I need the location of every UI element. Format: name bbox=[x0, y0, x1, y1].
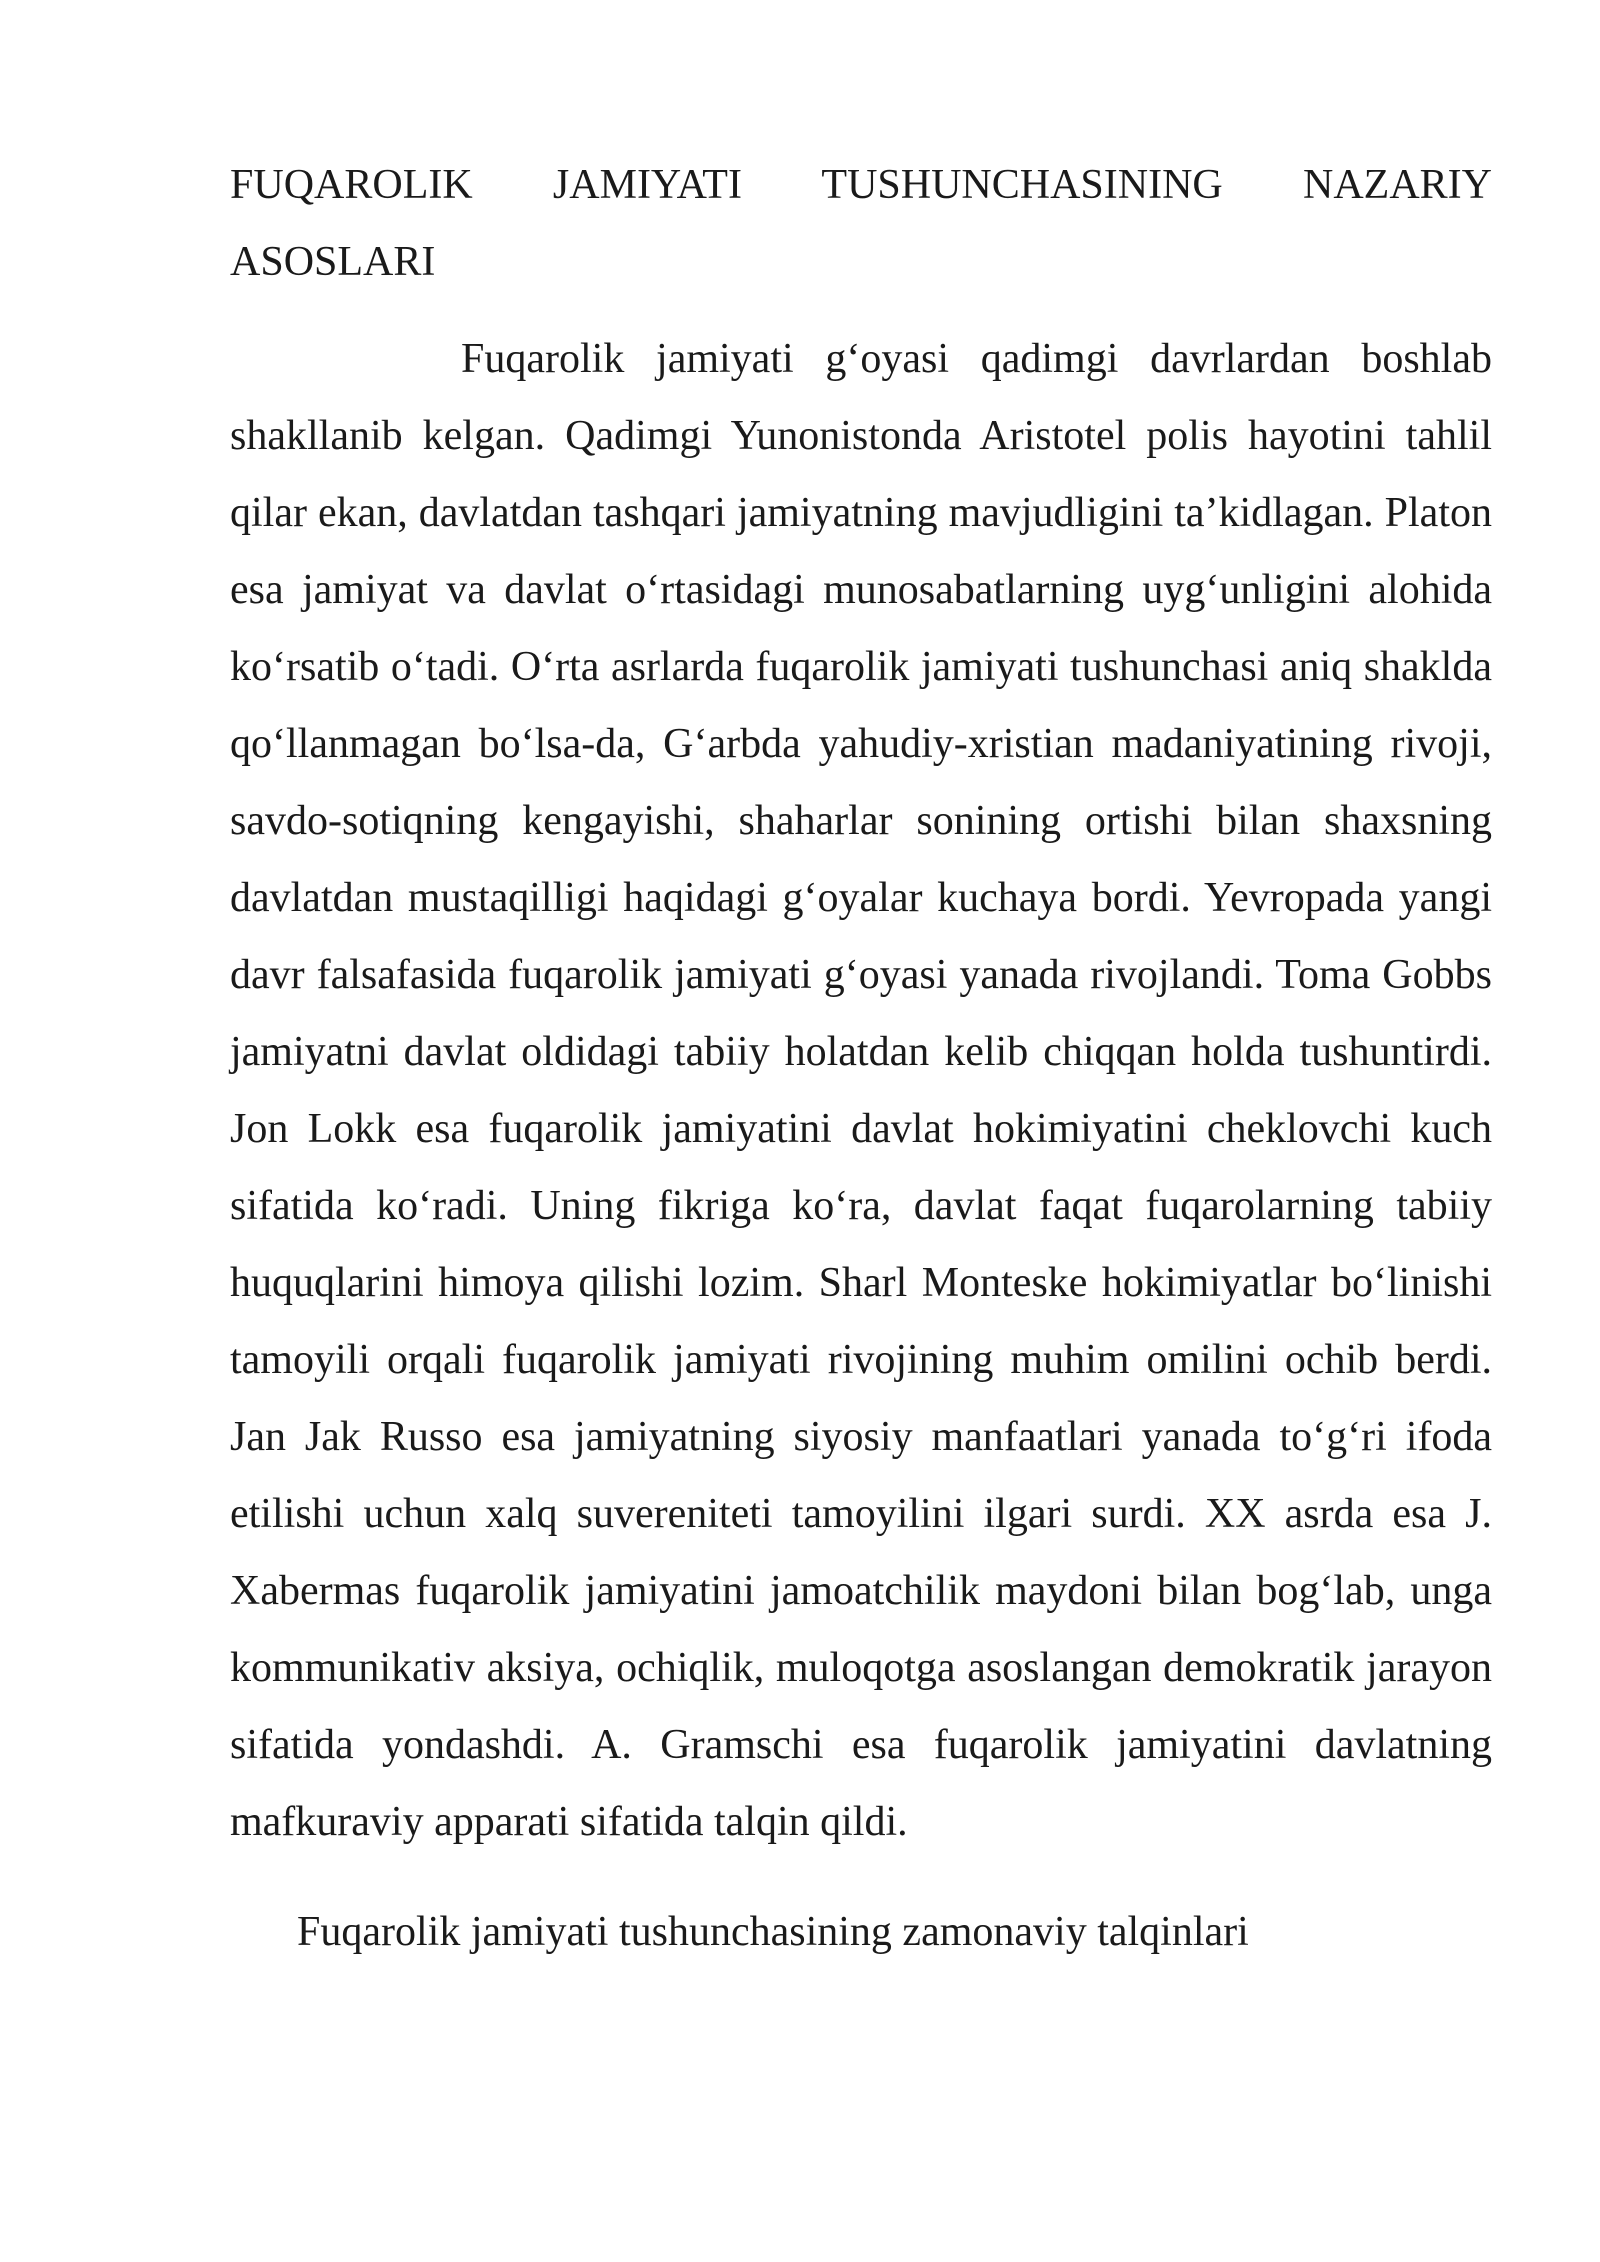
document-heading: FUQAROLIK JAMIYATI TUSHUNCHASINING NAZARIY ASOSLARI bbox=[230, 162, 1492, 285]
section-subheading: Fuqarolik jamiyati tushunchasining zamonaviy talqinlari bbox=[297, 1909, 1249, 1955]
document-content bbox=[230, 147, 1492, 1971]
body-paragraph: Fuqarolik jamiyati g‘oyasi qadimgi davrlardan boshlab shakllanib kelgan. Qadimgi Yunonistonda Aristotel polis hayotini tahlil qilar ekan, davlatdan tashqari jamiyatning mavjudligini ta’kidlagan. Platon esa jamiyat va davlat o‘rtasidagi munosabatlarning uyg‘unligini alohida ko‘rsatib o‘tadi. O‘rta asrlarda fuqarolik jamiyati tushunchasi aniq shaklda qo‘llanmagan bo‘lsa-da, G‘arbda yahudiy-xristian madaniyatining rivoji, savdo-sotiqning kengayishi, shaharlar sonining ortishi bilan shaxsning davlatdan mustaqilligi haqidagi g‘oyalar kuchaya bordi. Yevropada yangi davr falsafasida fuqarolik jamiyati g‘oyasi yanada rivojlandi. Toma Gobbs jamiyatni davlat oldidagi tabiiy holatdan kelib chiqqan holda tushuntirdi. Jon Lokk esa fuqarolik jamiyatini davlat hokimiyatini cheklovchi kuch sifatida ko‘radi. Uning fikriga ko‘ra, davlat faqat fuqarolarning tabiiy huquqlarini himoya qilishi lozim. Sharl Monteske hokimiyatlar bo‘linishi tamoyili orqali fuqarolik jamiyati rivojining muhim omilini ochib berdi. Jan Jak Russo esa jamiyatning siyosiy manfaatlari yanada to‘g‘ri ifoda etilishi uchun xalq suvereniteti tamoyilini ilgari surdi. XX asrda esa J. Xabermas fuqarolik jamiyatini jamoatchilik maydoni bilan bog‘lab, unga kommunikativ aksiya, ochiqlik, muloqotga asoslangan demokratik jarayon sifatida yondashdi. A. Gramschi esa fuqarolik jamiyatini davlatning mafkuraviy apparati sifatida talqin qildi. bbox=[230, 336, 1492, 1845]
